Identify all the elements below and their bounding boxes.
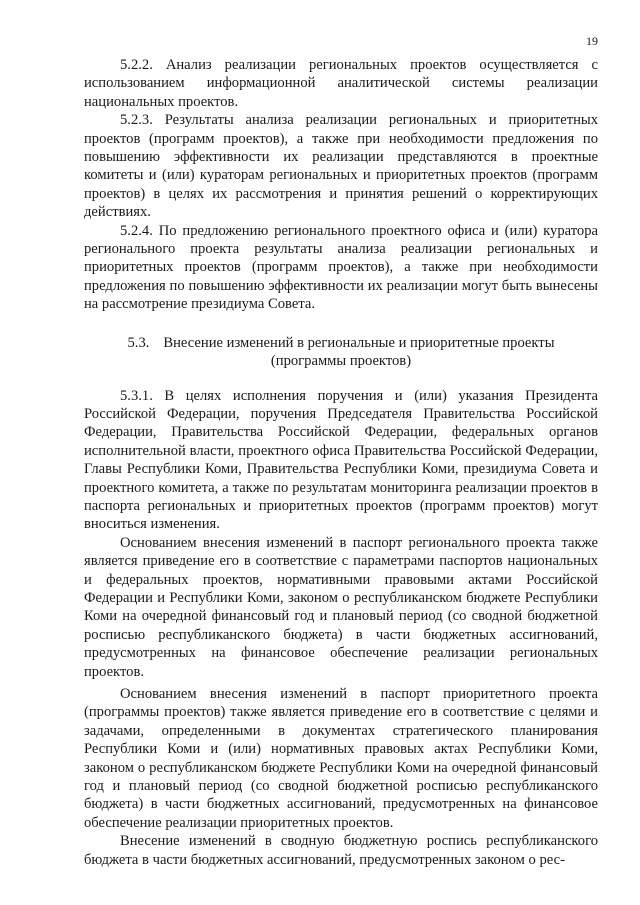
paragraph-budget-changes: Внесение изменений в сводную бюджетную роспись республиканского бюджета в части бюджетных ассигнований, предусмотренных законом о рес- xyxy=(84,833,598,868)
section-title: Внесение изменений в региональные и приоритетные проекты xyxy=(163,334,555,351)
section-heading-line1 xyxy=(84,334,598,352)
paragraph-5-2-2: 5.2.2. Анализ реализации региональных проектов осуществляется с использованием информационной аналитической системы реализации национальных проектов. xyxy=(84,57,598,110)
section-number: 5.3. xyxy=(127,334,150,351)
paragraph-5-2-4: 5.2.4. По предложению регионального проектного офиса и (или) куратора регионального проекта результаты анализа реализации региональных и приоритетных проектов (программ проектов), а также при необходимости предложения по повышению эффективности их реализации могут быть вынесены на рассмотрение президиума Совета. xyxy=(84,222,598,313)
paragraph-5-3-1: 5.3.1. В целях исполнения поручения и (или) указания Президента Российской Федерации, поручения Председателя Правительства Российской Федерации, Правительства Российской Федерации, федеральных органов исполнительной власти, проектного офиса Правительства Российской Федерации, Главы Республики Коми, Правительства Республики Коми, президиума Совета и проектного комитета, а также по результатам мониторинга реализации проектов в паспорта региональных и приоритетных проектов (программ проектов) могут вноситься изменения. xyxy=(84,387,598,533)
section-heading xyxy=(84,334,598,371)
paragraph-5-2-3: 5.2.3. Результаты анализа реализации региональных и приоритетных проектов (программ проектов), а также при необходимости предложения по повышению эффективности их реализации представляются в проектные комитеты и (или) кураторам региональных и приоритетных проектов (программ проектов) в целях их рассмотрения и принятия решений о корректирующих действиях. xyxy=(84,112,598,221)
page-number: 19 xyxy=(586,34,598,48)
section-heading-line2: (программы проектов) xyxy=(270,353,412,370)
document-body xyxy=(84,56,598,869)
paragraph-priority-basis: Основанием внесения изменений в паспорт приоритетного проекта (программы проектов) также является приведение его в соответствие с целями и задачами, определенными в документах стратегического планирования Республики Коми и (или) нормативных правовых актах Республики Коми, законом о республиканском бюджете Республики Коми на очередной финансовый год и плановый период (со сводной бюджетной росписью республиканского бюджета) в части бюджетных ассигнований, предусмотренных на финансовое обеспечение реализации приоритетных проектов. xyxy=(84,686,598,831)
paragraph-regional-basis: Основанием внесения изменений в паспорт регионального проекта также является приведение его в соответствие с параметрами паспортов национальных и федеральных проектов, нормативными правовыми актами Российской Федерации и Республики Коми, законом о республиканском бюджете Республики Коми на очередной финансовый год и плановый период (со сводной бюджетной росписью республиканского бюджета) в части бюджетных ассигнований, предусмотренных на финансовое обеспечение реализации региональных проектов. xyxy=(84,534,598,680)
